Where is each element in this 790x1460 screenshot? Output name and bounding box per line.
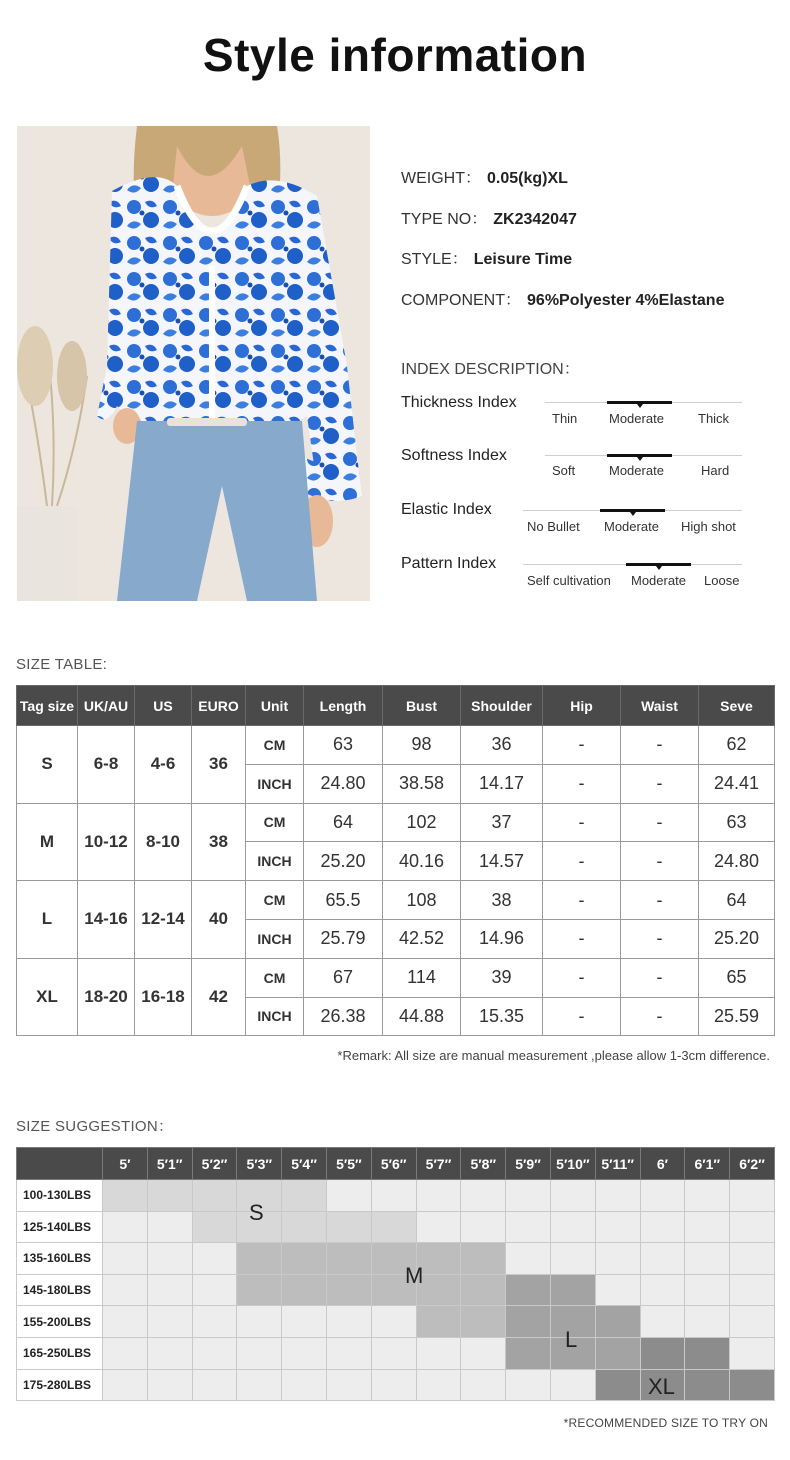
- suggestion-cell: [371, 1337, 416, 1369]
- suggestion-cell: [595, 1337, 640, 1369]
- height-header: 5′7″: [416, 1148, 461, 1180]
- suggestion-cell: [103, 1369, 148, 1401]
- measure-cell: 36: [461, 726, 543, 765]
- tag-size-cell: S: [17, 726, 78, 804]
- measure-cell: -: [621, 958, 699, 997]
- measure-cell: -: [543, 997, 621, 1036]
- weight-label: 155-200LBS: [17, 1306, 103, 1338]
- height-header: 5′6″: [371, 1148, 416, 1180]
- size-suggestion-table: [16, 1147, 775, 1401]
- page-title: Style information: [202, 29, 588, 81]
- height-header: 5′: [103, 1148, 148, 1180]
- suggestion-cell: [237, 1369, 282, 1401]
- table-row: [17, 881, 775, 920]
- uk-size-cell: 18-20: [78, 958, 135, 1036]
- suggestion-cell: [461, 1180, 506, 1212]
- height-header: 5′9″: [506, 1148, 551, 1180]
- suggestion-cell: [550, 1274, 595, 1306]
- thickness-option: Moderate: [609, 411, 664, 426]
- column-header: Tag size: [17, 686, 78, 726]
- table-row: [17, 1337, 775, 1369]
- height-header: 5′11″: [595, 1148, 640, 1180]
- tag-size-cell: L: [17, 881, 78, 959]
- suggestion-cell: [147, 1337, 192, 1369]
- measure-cell: 14.17: [461, 764, 543, 803]
- unit-cell: CM: [246, 803, 304, 842]
- pattern-option: Self cultivation: [527, 573, 611, 588]
- suggestion-cell: [595, 1369, 640, 1401]
- column-header: Bust: [383, 686, 461, 726]
- suggestion-cell: [416, 1306, 461, 1338]
- suggestion-cell: [730, 1274, 775, 1306]
- weight-value: 0.05(kg)XL: [487, 170, 568, 187]
- type-no-line: [401, 206, 577, 229]
- suggestion-cell: [685, 1337, 730, 1369]
- suggestion-cell: [326, 1306, 371, 1338]
- suggestion-cell: [595, 1180, 640, 1212]
- suggestion-cell: [640, 1337, 685, 1369]
- unit-cell: CM: [246, 881, 304, 920]
- suggestion-cell: [730, 1369, 775, 1401]
- us-size-cell: 16-18: [135, 958, 192, 1036]
- uk-size-cell: 14-16: [78, 881, 135, 959]
- type-no-value: ZK2342047: [493, 211, 577, 228]
- suggestion-cell: [550, 1211, 595, 1243]
- suggestion-cell: [237, 1243, 282, 1275]
- suggestion-cell: [461, 1211, 506, 1243]
- component-label: COMPONENT：: [401, 292, 522, 309]
- euro-size-cell: 40: [192, 881, 246, 959]
- measure-cell: -: [543, 881, 621, 920]
- pattern-pointer-icon: [656, 566, 662, 570]
- measure-cell: -: [543, 958, 621, 997]
- measure-cell: 63: [304, 726, 383, 765]
- us-size-cell: 12-14: [135, 881, 192, 959]
- height-header: 5′5″: [326, 1148, 371, 1180]
- column-header: Seve: [699, 686, 775, 726]
- table-row: [17, 726, 775, 765]
- suggestion-cell: [192, 1180, 237, 1212]
- suggestion-cell: [461, 1369, 506, 1401]
- unit-cell: INCH: [246, 997, 304, 1036]
- softness-pointer-icon: [637, 457, 643, 461]
- weight-label: WEIGHT：: [401, 170, 481, 187]
- height-header: 6′2″: [730, 1148, 775, 1180]
- suggestion-cell: [685, 1180, 730, 1212]
- height-header: 5′10″: [550, 1148, 595, 1180]
- suggestion-cell: [416, 1369, 461, 1401]
- suggestion-cell: [416, 1337, 461, 1369]
- us-size-cell: 8-10: [135, 803, 192, 881]
- suggestion-cell: [282, 1337, 327, 1369]
- suggestion-cell: [685, 1274, 730, 1306]
- column-header: Hip: [543, 686, 621, 726]
- table-row: [17, 1211, 775, 1243]
- weight-label: 135-160LBS: [17, 1243, 103, 1275]
- style-value: Leisure Time: [473, 251, 573, 268]
- suggestion-cell: [550, 1243, 595, 1275]
- measure-cell: 67: [304, 958, 383, 997]
- suggestion-cell: [103, 1337, 148, 1369]
- height-header: 5′2″: [192, 1148, 237, 1180]
- suggestion-cell: [326, 1243, 371, 1275]
- measure-cell: -: [543, 764, 621, 803]
- measure-cell: 108: [383, 881, 461, 920]
- measure-cell: 25.59: [699, 997, 775, 1036]
- suggestion-cell: [640, 1180, 685, 1212]
- suggestion-cell: [371, 1211, 416, 1243]
- suggestion-cell: [730, 1211, 775, 1243]
- column-header: EURO: [192, 686, 246, 726]
- suggestion-cell: [461, 1306, 506, 1338]
- suggestion-cell: [147, 1211, 192, 1243]
- suggestion-cell: [416, 1211, 461, 1243]
- measure-cell: 24.80: [699, 842, 775, 881]
- suggestion-cell: [326, 1369, 371, 1401]
- measure-cell: 42.52: [383, 919, 461, 958]
- measure-cell: -: [543, 803, 621, 842]
- suggestion-cell: [147, 1369, 192, 1401]
- measure-cell: 37: [461, 803, 543, 842]
- suggestion-cell: [506, 1274, 551, 1306]
- suggestion-cell: [506, 1306, 551, 1338]
- column-header: Length: [304, 686, 383, 726]
- suggestion-cell: [550, 1180, 595, 1212]
- table-row: [17, 1180, 775, 1212]
- height-header: 6′: [640, 1148, 685, 1180]
- size-table-heading: SIZE TABLE:: [16, 656, 108, 673]
- suggestion-cell: [640, 1211, 685, 1243]
- thickness-option: Thick: [698, 411, 730, 426]
- suggestion-cell: [461, 1274, 506, 1306]
- unit-cell: INCH: [246, 764, 304, 803]
- measure-cell: 64: [304, 803, 383, 842]
- suggestion-cell: [730, 1337, 775, 1369]
- component-value: 96%Polyester 4%Elastane: [527, 292, 725, 309]
- suggestion-cell: [192, 1243, 237, 1275]
- measure-cell: 14.57: [461, 842, 543, 881]
- suggestion-cell: [282, 1243, 327, 1275]
- measure-cell: -: [543, 919, 621, 958]
- measure-cell: 24.80: [304, 764, 383, 803]
- us-size-cell: 4-6: [135, 726, 192, 804]
- suggestion-cell: [237, 1274, 282, 1306]
- measure-cell: 38: [461, 881, 543, 920]
- column-header: UK/AU: [78, 686, 135, 726]
- height-header: 5′4″: [282, 1148, 327, 1180]
- corner-cell: [17, 1148, 103, 1180]
- size-suggestion-heading: SIZE SUGGESTION：: [16, 1118, 174, 1135]
- suggestion-cell: [147, 1306, 192, 1338]
- column-header: US: [135, 686, 192, 726]
- weight-label: 125-140LBS: [17, 1211, 103, 1243]
- weight-label: 175-280LBS: [17, 1369, 103, 1401]
- weight-label: 145-180LBS: [17, 1274, 103, 1306]
- pattern-option: Loose: [704, 573, 740, 588]
- measure-cell: 25.20: [699, 919, 775, 958]
- suggestion-cell: [685, 1211, 730, 1243]
- measure-cell: 44.88: [383, 997, 461, 1036]
- suggestion-cell: [147, 1243, 192, 1275]
- measure-cell: 98: [383, 726, 461, 765]
- zone-label-l: L: [565, 1327, 578, 1352]
- index-description-heading: INDEX DESCRIPTION：: [401, 361, 580, 378]
- elastic-option: Moderate: [604, 519, 659, 534]
- height-header: 5′8″: [461, 1148, 506, 1180]
- suggestion-cell: [237, 1306, 282, 1338]
- product-photo: [17, 126, 370, 601]
- height-header: 5′1″: [147, 1148, 192, 1180]
- suggestion-cell: [326, 1180, 371, 1212]
- suggestion-cell: [640, 1274, 685, 1306]
- measure-cell: 65: [699, 958, 775, 997]
- measure-cell: 15.35: [461, 997, 543, 1036]
- softness-option: Moderate: [609, 463, 664, 478]
- suggestion-cell: [103, 1211, 148, 1243]
- measure-cell: 39: [461, 958, 543, 997]
- unit-cell: INCH: [246, 919, 304, 958]
- suggestion-cell: [192, 1211, 237, 1243]
- suggestion-cell: [192, 1274, 237, 1306]
- suggestion-cell: [371, 1180, 416, 1212]
- suggestion-cell: [506, 1243, 551, 1275]
- euro-size-cell: 42: [192, 958, 246, 1036]
- table-row: [17, 803, 775, 842]
- suggestion-cell: [192, 1306, 237, 1338]
- unit-cell: INCH: [246, 842, 304, 881]
- weight-label: 100-130LBS: [17, 1180, 103, 1212]
- suggestion-cell: [103, 1274, 148, 1306]
- suggestion-cell: [103, 1306, 148, 1338]
- suggestion-cell: [506, 1211, 551, 1243]
- weight-line: [401, 165, 568, 188]
- suggestion-cell: [595, 1211, 640, 1243]
- suggestion-cell: [461, 1337, 506, 1369]
- style-label: STYLE：: [401, 251, 468, 268]
- suggestion-cell: [685, 1306, 730, 1338]
- suggestion-cell: [595, 1274, 640, 1306]
- suggestion-cell: [640, 1306, 685, 1338]
- softness-option: Hard: [701, 463, 730, 478]
- suggestion-cell: [147, 1180, 192, 1212]
- height-header: 5′3″: [237, 1148, 282, 1180]
- measure-cell: -: [621, 919, 699, 958]
- euro-size-cell: 36: [192, 726, 246, 804]
- suggestion-cell: [282, 1369, 327, 1401]
- measure-cell: 26.38: [304, 997, 383, 1036]
- model-illustration: [17, 126, 370, 601]
- suggestion-cell: [326, 1211, 371, 1243]
- measure-cell: 114: [383, 958, 461, 997]
- suggestion-cell: [550, 1369, 595, 1401]
- measure-cell: -: [543, 726, 621, 765]
- suggestion-cell: [103, 1180, 148, 1212]
- suggestion-cell: [595, 1306, 640, 1338]
- softness-index-label: Softness Index: [401, 447, 507, 464]
- suggestion-cell: [282, 1274, 327, 1306]
- measure-cell: -: [621, 803, 699, 842]
- suggestion-cell: [416, 1180, 461, 1212]
- softness-option: Soft: [552, 463, 576, 478]
- tag-size-cell: M: [17, 803, 78, 881]
- thickness-index-label: Thickness Index: [401, 394, 517, 411]
- measure-cell: 25.20: [304, 842, 383, 881]
- measure-cell: 62: [699, 726, 775, 765]
- suggestion-cell: [506, 1369, 551, 1401]
- measure-cell: 24.41: [699, 764, 775, 803]
- table-row: [17, 1306, 775, 1338]
- uk-size-cell: 6-8: [78, 726, 135, 804]
- suggestion-cell: [326, 1274, 371, 1306]
- suggestion-cell: [326, 1337, 371, 1369]
- suggestion-cell: [192, 1337, 237, 1369]
- measure-cell: 25.79: [304, 919, 383, 958]
- suggestion-cell: [730, 1306, 775, 1338]
- suggestion-cell: [371, 1369, 416, 1401]
- table-row: [17, 1274, 775, 1306]
- suggestion-cell: [685, 1243, 730, 1275]
- column-header: Waist: [621, 686, 699, 726]
- pattern-index-label: Pattern Index: [401, 555, 497, 572]
- suggestion-cell: [371, 1306, 416, 1338]
- zone-label-s: S: [249, 1200, 264, 1225]
- zone-label-xl: XL: [648, 1374, 675, 1399]
- suggestion-cell: [506, 1337, 551, 1369]
- elastic-option: No Bullet: [527, 519, 580, 534]
- suggestion-cell: [730, 1180, 775, 1212]
- size-remark: *Remark: All size are manual measurement ,please allow 1-3cm difference.: [337, 1048, 770, 1063]
- measure-cell: 14.96: [461, 919, 543, 958]
- suggestion-cell: [730, 1243, 775, 1275]
- measure-cell: 63: [699, 803, 775, 842]
- suggestion-cell: [595, 1243, 640, 1275]
- size-table: [16, 685, 775, 1036]
- measure-cell: -: [543, 842, 621, 881]
- suggestion-cell: [147, 1274, 192, 1306]
- suggestion-cell: [282, 1211, 327, 1243]
- suggestion-cell: [685, 1369, 730, 1401]
- type-no-label: TYPE NO：: [401, 211, 488, 228]
- weight-label: 165-250LBS: [17, 1337, 103, 1369]
- thickness-pointer-icon: [637, 404, 643, 408]
- component-line: [401, 287, 724, 310]
- suggestion-cell: [192, 1369, 237, 1401]
- measure-cell: 38.58: [383, 764, 461, 803]
- size-suggestion-header: [17, 1148, 775, 1180]
- zone-label-m: M: [405, 1263, 424, 1288]
- table-row: [17, 958, 775, 997]
- measure-cell: 102: [383, 803, 461, 842]
- elastic-option: High shot: [681, 519, 736, 534]
- column-header: Unit: [246, 686, 304, 726]
- unit-cell: CM: [246, 726, 304, 765]
- column-header: Shoulder: [461, 686, 543, 726]
- measure-cell: -: [621, 997, 699, 1036]
- elastic-index-label: Elastic Index: [401, 501, 492, 518]
- measure-cell: -: [621, 726, 699, 765]
- suggestion-cell: [103, 1243, 148, 1275]
- recommended-note: *RECOMMENDED SIZE TO TRY ON: [563, 1416, 768, 1430]
- suggestion-cell: [461, 1243, 506, 1275]
- uk-size-cell: 10-12: [78, 803, 135, 881]
- height-header: 6′1″: [685, 1148, 730, 1180]
- suggestion-cell: [282, 1180, 327, 1212]
- style-line: [401, 246, 572, 269]
- suggestion-cell: [282, 1306, 327, 1338]
- suggestion-cell: [237, 1337, 282, 1369]
- table-row: [17, 1243, 775, 1275]
- size-table-header: [17, 686, 775, 726]
- thickness-option: Thin: [552, 411, 578, 426]
- unit-cell: CM: [246, 958, 304, 997]
- euro-size-cell: 38: [192, 803, 246, 881]
- measure-cell: -: [621, 842, 699, 881]
- tag-size-cell: XL: [17, 958, 78, 1036]
- measure-cell: 65.5: [304, 881, 383, 920]
- measure-cell: 64: [699, 881, 775, 920]
- elastic-pointer-icon: [630, 512, 636, 516]
- suggestion-cell: [640, 1243, 685, 1275]
- measure-cell: -: [621, 881, 699, 920]
- pattern-option: Moderate: [631, 573, 686, 588]
- measure-cell: -: [621, 764, 699, 803]
- measure-cell: 40.16: [383, 842, 461, 881]
- suggestion-cell: [506, 1180, 551, 1212]
